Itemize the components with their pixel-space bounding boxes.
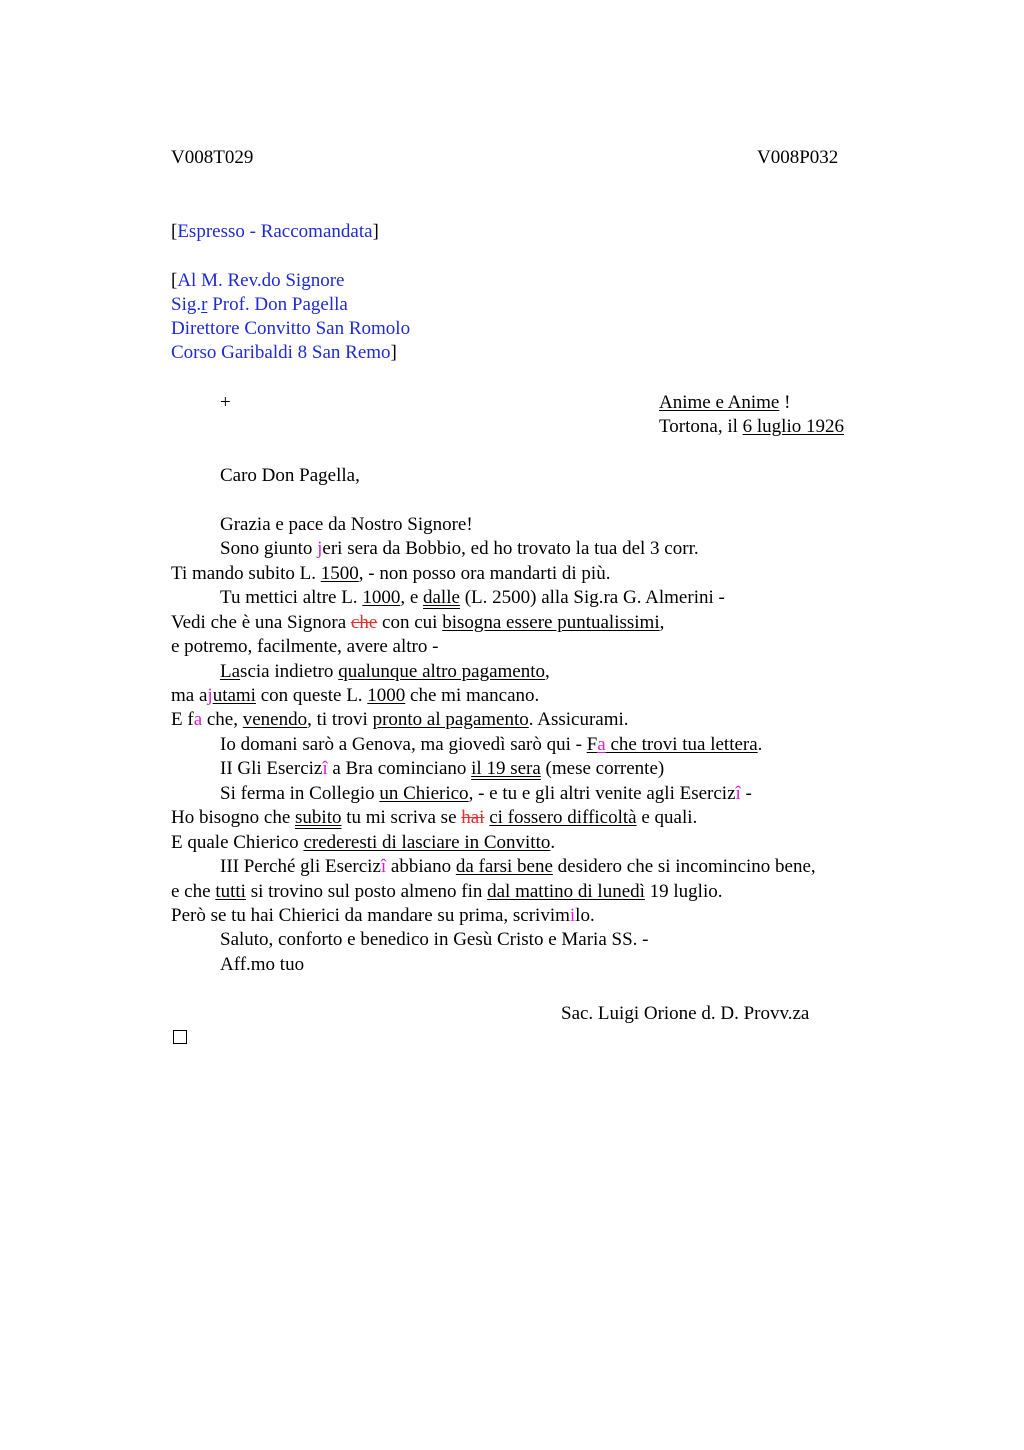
deletion: hai [461,807,485,828]
body-line: E quale Chierico crederesti di lasciare in Convitto. [171,832,556,853]
insertion: a [193,709,203,730]
body-line: II Gli Esercizî a Bra cominciano il 19 sera (mese corrente) [220,758,665,779]
body-line: Sono giunto jeri sera da Bobbio, ed ho trovato la tua del 3 corr. [220,538,699,559]
body-line: Tu mettici altre L. 1000, e dalle (L. 2500) alla Sig.ra G. Almerini - [220,587,725,608]
address-line-2a: Sig. [171,294,202,315]
address-line-4-text: Corso Garibaldi 8 San Remo [171,342,391,363]
place: Tortona, il [659,416,743,437]
closing: Aff.mo tuo [220,954,305,975]
insertion: j [207,685,213,706]
body-line: Ti mando subito L. 1500, - non posso ora mandarti di più. [171,563,611,584]
document-code-right: V008P032 [757,147,839,168]
cross-symbol: + [220,392,231,413]
address-line-3: Direttore Convitto San Romolo [171,318,411,339]
body-line: ma ajutami con queste L. 1000 che mi mancano. [171,685,540,706]
body-line: Io domani sarò a Genova, ma giovedì sarò qui - Fa che trovi tua lettera. [220,734,763,755]
document-code-left: V008T029 [171,147,254,168]
address-line-1: [Al M. Rev.do Signore [171,270,345,291]
envelope-mode: [Espresso - Raccomandata] [171,221,379,242]
insertion: i [569,905,576,926]
body-line: e che tutti si trovino sul posto almeno fin dal mattino di lunedì 19 luglio. [171,881,723,902]
address-line-4: Corso Garibaldi 8 San Remo] [171,342,397,363]
insertion: a [597,734,606,755]
date: 6 luglio 1926 [742,416,844,437]
address-line-1-text: Al M. Rev.do Signore [177,270,345,291]
body-line: Ho bisogno che subito tu mi scriva se hai ci fossero difficoltà e quali. [171,807,698,828]
body-line: III Perché gli Esercizî abbiano da farsi bene desidero che si incomincino bene, [220,856,816,877]
body-line: E fa che, venendo, ti trovi pronto al pagamento. Assicurami. [171,709,629,730]
body-line: Però se tu hai Chierici da mandare su prima, scrivimilo. [171,905,595,926]
body-line: e potremo, facilmente, avere altro - [171,636,439,657]
body-line: Grazia e pace da Nostro Signore! [220,514,473,535]
body-line: Vedi che è una Signora che con cui bisogna essere puntualissimi, [171,612,665,633]
envelope-mode-text: Espresso - Raccomandata [177,221,373,242]
address-line-2b: r [201,294,208,315]
motto [659,391,790,415]
address-line-2 [171,293,348,317]
body-line: Saluto, conforto e benedico in Gesù Cristo e Maria SS. - [220,929,649,950]
motto-end: ! [779,392,791,413]
insertion: î [322,758,328,779]
salutation: Caro Don Pagella, [220,465,360,486]
insertion: î [735,783,741,804]
motto-text: Anime e Anime [659,392,780,413]
body-line: Si ferma in Collegio un Chierico, - e tu e gli altri venite agli Esercizî - [220,783,752,804]
insertion: î [380,856,387,877]
signature: Sac. Luigi Orione d. D. Provv.za [561,1003,810,1024]
address-line-2c: Prof. Don Pagella [207,294,348,315]
end-marker-box [173,1030,187,1044]
deletion: che [350,612,378,633]
place-date [659,415,844,439]
insertion: j [317,538,323,559]
body-line: Lascia indietro qualunque altro pagamento, [220,661,550,682]
